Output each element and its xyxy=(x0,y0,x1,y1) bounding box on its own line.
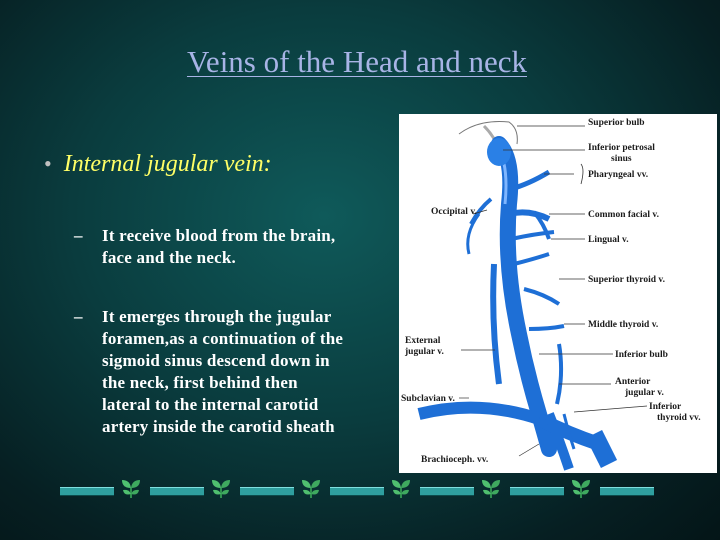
label-sinus: sinus xyxy=(611,154,632,164)
leaf-icon xyxy=(118,476,144,500)
label-inferior-bulb: Inferior bulb xyxy=(615,350,668,360)
footer-segment xyxy=(240,487,294,496)
bullet-text: Internal jugular vein: xyxy=(63,151,272,177)
label-superior-bulb: Superior bulb xyxy=(588,118,645,128)
sub-item-2-line: artery inside the carotid sheath xyxy=(102,417,335,436)
label-external-jugular-v: jugular v. xyxy=(405,347,444,357)
label-middle-thyroid: Middle thyroid v. xyxy=(588,320,659,330)
sub-item-1-line2: face and the neck. xyxy=(102,248,236,267)
sub-item-2-line: foramen,as a continuation of the xyxy=(102,329,344,348)
sub-dash: – xyxy=(74,307,83,326)
leaf-icon xyxy=(478,476,504,500)
bullet-internal-jugular xyxy=(44,151,272,178)
label-external: External xyxy=(405,336,441,346)
leaf-icon xyxy=(208,476,234,500)
label-thyroid-vv: thyroid vv. xyxy=(657,413,701,423)
label-subclavian: Subclavian v. xyxy=(401,394,455,404)
label-pharyngeal: Pharyngeal vv. xyxy=(588,170,649,180)
footer-segment xyxy=(330,487,384,496)
label-occipital: Occipital v. xyxy=(431,207,477,217)
vein-diagram-svg xyxy=(399,114,717,473)
leaf-icon xyxy=(568,476,594,500)
sub-item-1 xyxy=(74,225,402,269)
label-svc: SVC xyxy=(581,463,600,473)
label-inferior-petrosal: Inferior petrosal xyxy=(588,143,655,153)
sub-item-2-line: It emerges through the jugular xyxy=(102,307,332,326)
footer-segment xyxy=(60,487,114,496)
sub-item-2-line: the neck, first behind then xyxy=(102,373,298,392)
footer-segment xyxy=(420,487,474,496)
label-common-facial: Common facial v. xyxy=(588,210,659,220)
sub-item-1-text xyxy=(102,225,402,269)
footer-segment xyxy=(150,487,204,496)
label-lingual: Lingual v. xyxy=(588,235,629,245)
sub-item-2-line: lateral to the internal carotid xyxy=(102,395,319,414)
slide-title: Veins of the Head and neck xyxy=(186,44,528,79)
sub-dash: – xyxy=(74,226,83,245)
leaf-icon xyxy=(298,476,324,500)
footer-segment xyxy=(600,487,654,496)
leaf-icon xyxy=(388,476,414,500)
sub-item-2-text xyxy=(102,306,402,438)
sub-item-2-line: sigmoid sinus descend down in xyxy=(102,351,330,370)
sub-item-2 xyxy=(74,306,402,438)
vein-diagram xyxy=(399,114,717,473)
label-brachiocephalic: Brachioceph. vv. xyxy=(421,455,489,465)
label-jugular-v: jugular v. xyxy=(625,388,664,398)
label-superior-thyroid: Superior thyroid v. xyxy=(588,275,665,285)
footer-segment xyxy=(510,487,564,496)
sub-item-1-line1: It receive blood from the brain, xyxy=(102,226,336,245)
bullet-symbol: • xyxy=(44,151,52,176)
label-anterior: Anterior xyxy=(615,377,651,387)
label-inferior: Inferior xyxy=(649,402,682,412)
